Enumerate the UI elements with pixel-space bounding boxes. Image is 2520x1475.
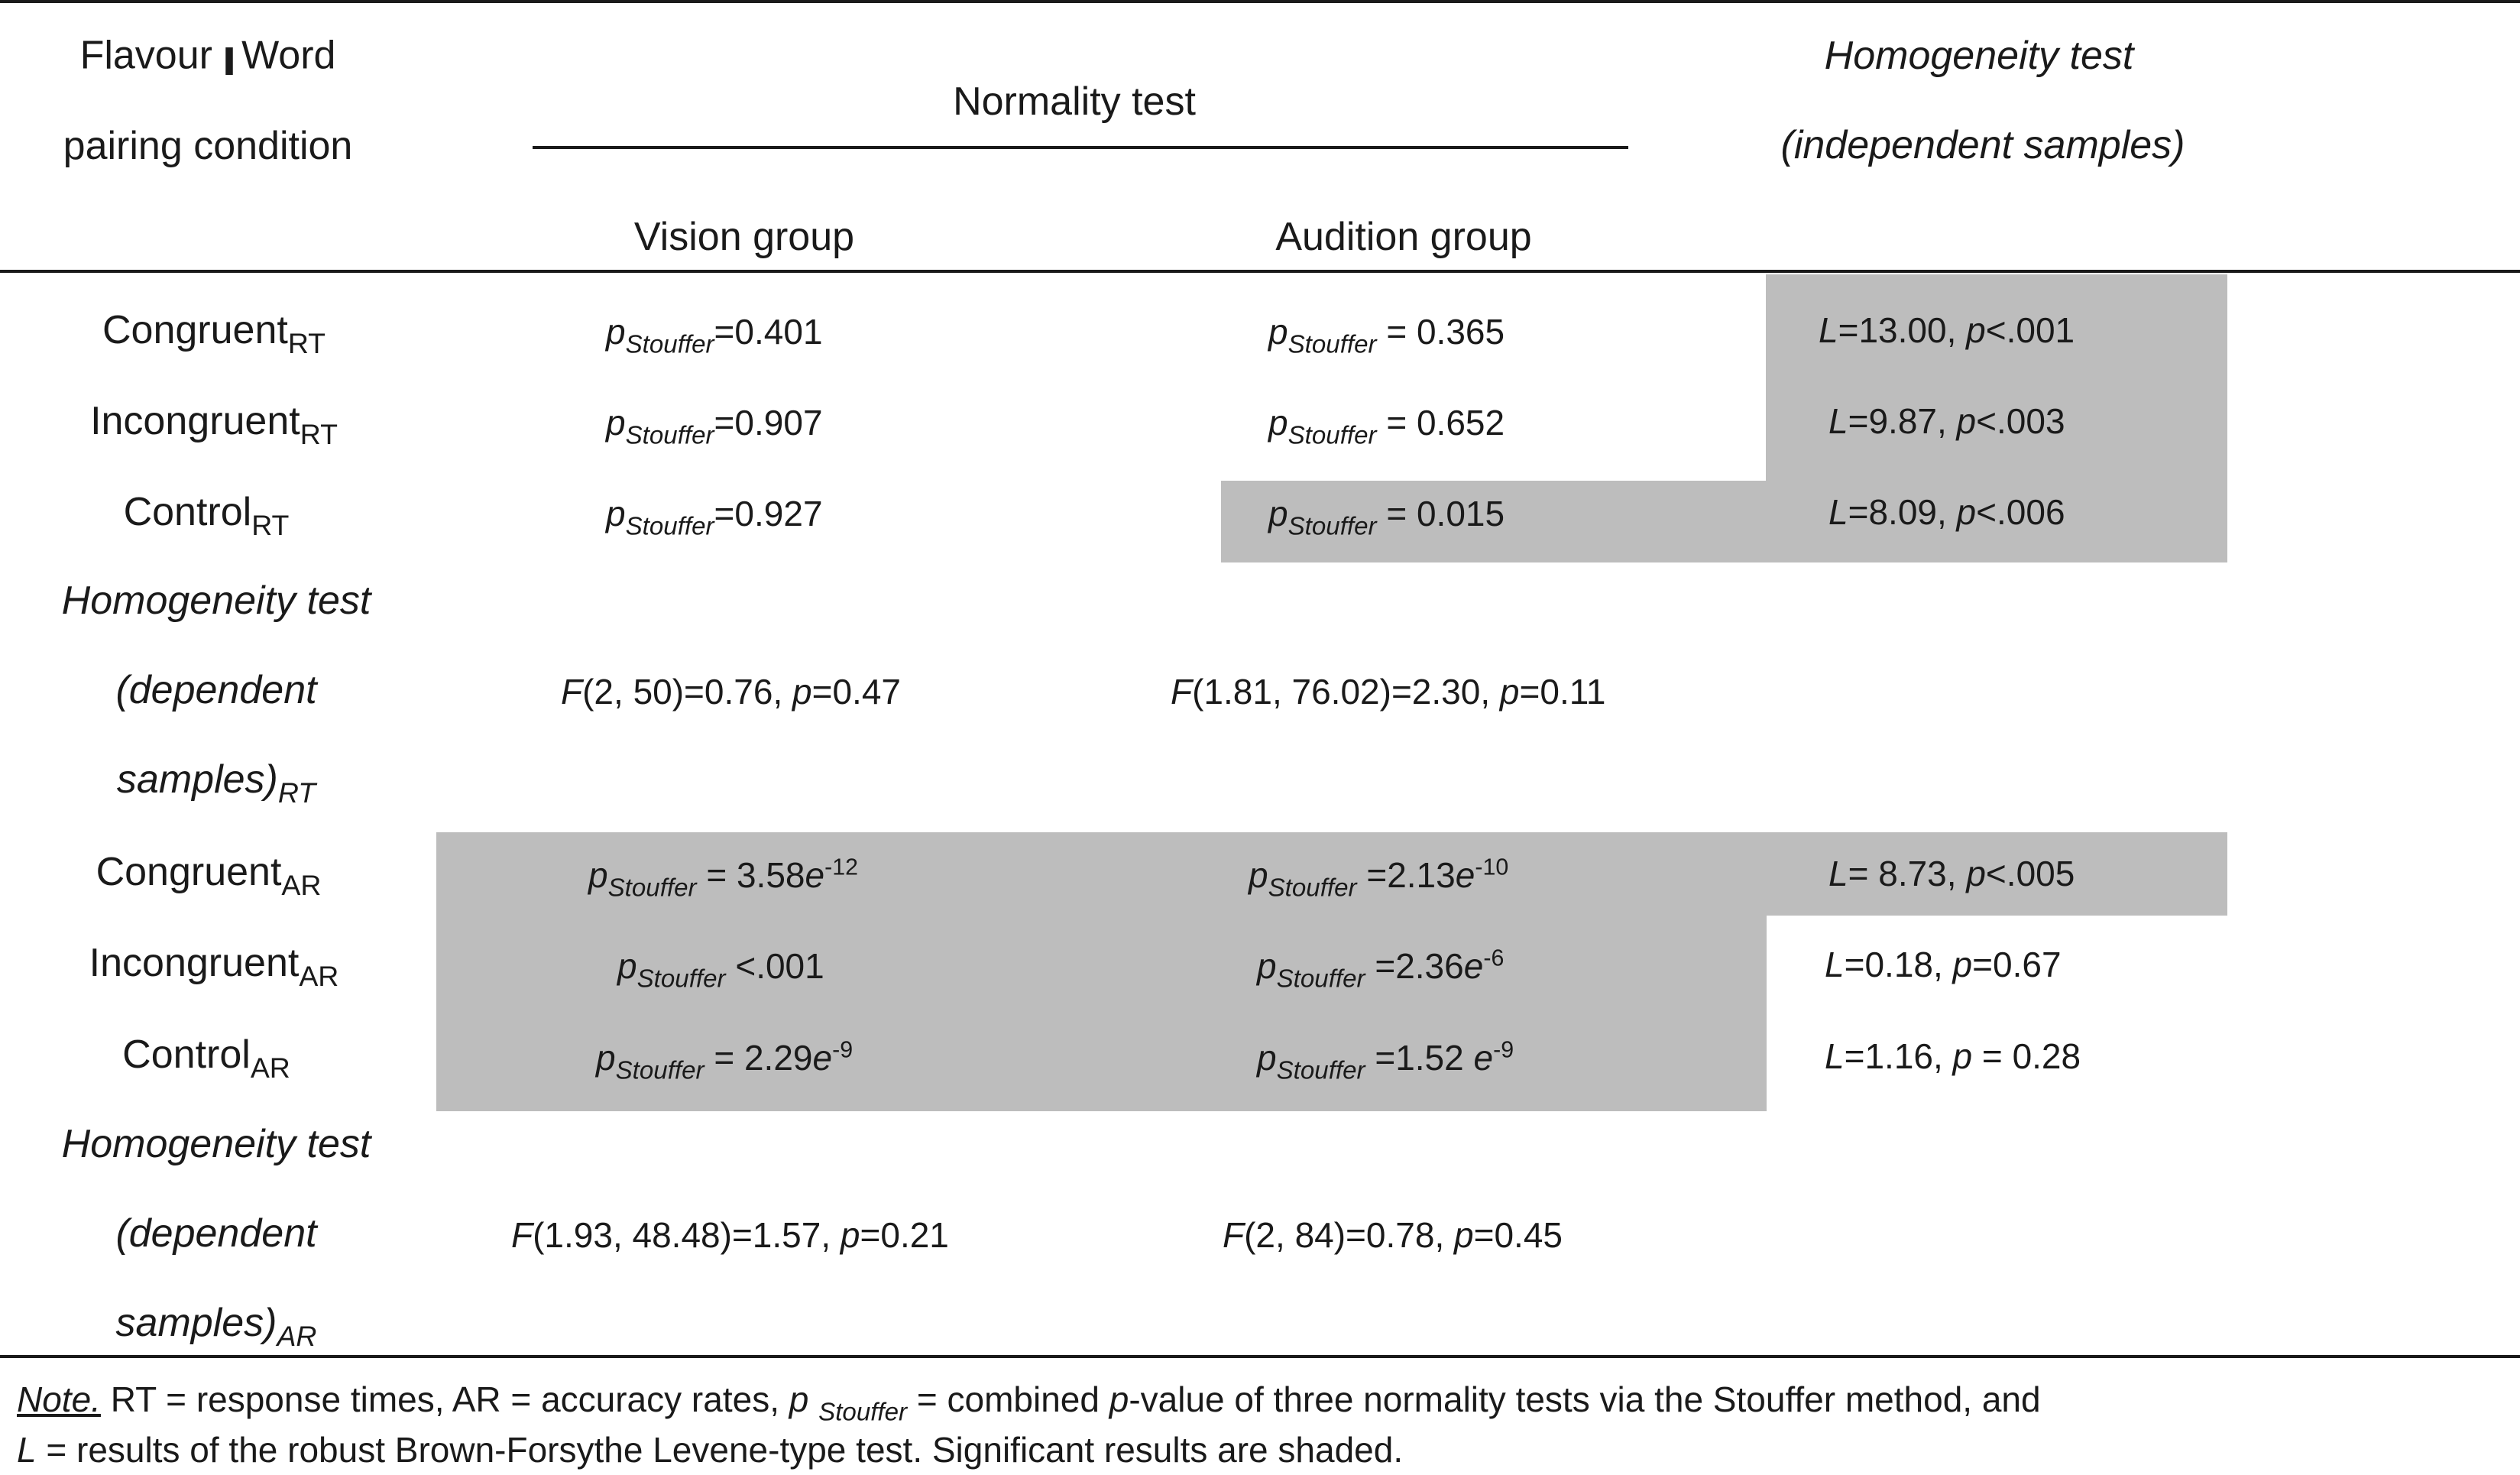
note-label: Note. [17,1379,101,1419]
header-normality-test: Normality test [953,79,1196,124]
rt-dep-vision: F(2, 50)=0.76, p=0.47 [561,672,902,712]
row-label-congruent-rt: Congruent$_{RT}$ [102,308,326,360]
ar-vision-control: $p_{Stouffer} = 2.29e^{-9}$ [596,1037,853,1085]
ar-dep-vision: F(1.93, 48.48)=1.57, p=0.21 [511,1215,949,1255]
header-condition-line2: pairing condition [63,124,353,168]
rt-audition-congruent: $p_{Stouffer} = 0.365$ [1268,312,1505,359]
rt-dep-audition: F(1.81, 76.02)=2.30, p=0.11 [1171,672,1606,712]
header-homogeneity-line1: Homogeneity test [1824,34,2134,78]
rt-audition-incongruent: $p_{Stouffer} = 0.652$ [1268,403,1505,450]
ar-audition-congruent: $p_{Stouffer} =2.13e^{-10}$ [1249,854,1509,903]
normality-underline [533,146,1628,149]
row-label-homog-dep-ar-1: Homogeneity test [61,1122,371,1166]
rt-vision-incongruent: $p_{Stouffer}=0.907$ [606,403,823,450]
row-label-homog-dep-ar-2: (dependent [115,1211,317,1256]
rt-vision-congruent: $p_{Stouffer}=0.401$ [606,312,823,359]
table-bottom-rule [0,1355,2520,1358]
row-label-incongruent-rt: Incongruent$_{RT}$ [90,399,338,451]
header-audition-group: Audition group [1275,215,1532,259]
parallel-separator: || [223,43,231,76]
ar-homog-incongruent: L=0.18, p=0.67 [1825,945,2062,984]
ar-homog-control: L=1.16, p = 0.28 [1825,1036,2081,1076]
table-note-line1: Note. RT = response times, AR = accuracy rates, p $_{Stouffer}$ = combined p-value of three normality tests via the Stouffer method, and [17,1379,2041,1427]
row-label-homog-dep-rt-1: Homogeneity test [61,579,371,623]
rt-homog-control: L=8.09, p<.006 [1828,492,2065,532]
ar-audition-control: $p_{Stouffer} =1.52$ $e^{-9}$ [1257,1037,1514,1085]
rt-vision-control: $p_{Stouffer}=0.927$ [606,494,823,541]
rt-homog-incongruent: L=9.87, p<.003 [1828,401,2065,441]
rt-audition-control: $p_{Stouffer} = 0.015$ [1268,494,1505,541]
top-rule [0,0,2520,3]
row-label-homog-dep-rt-2: (dependent [115,668,317,712]
ar-audition-incongruent: $p_{Stouffer} =2.36e^{-6}$ [1257,945,1505,994]
row-label-homog-dep-ar-3: $samples)_{AR}$ [115,1301,317,1353]
row-label-congruent-ar: Congruent$_{AR}$ [96,850,322,902]
header-condition-line1: Flavour || Word [79,33,336,78]
header-vision-group: Vision group [633,215,855,259]
ar-vision-incongruent: $p_{Stouffer} <.001$ [617,946,824,994]
rt-homog-congruent: L=13.00, p<.001 [1819,310,2075,350]
header-bottom-rule [0,270,2520,273]
table-note-line2: L = results of the robust Brown-Forsythe Levene-type test. Significant results are shaded. [17,1430,1404,1470]
row-label-incongruent-ar: Incongruent$_{AR}$ [89,941,339,993]
row-label-control-ar: Control$_{AR}$ [122,1032,290,1084]
ar-homog-congruent: L= 8.73, p<.005 [1828,854,2075,893]
row-label-control-rt: Control$_{RT}$ [123,490,290,542]
ar-dep-audition: F(2, 84)=0.78, p=0.45 [1223,1215,1563,1255]
header-homogeneity-line2: (independent samples) [1780,123,2185,167]
row-label-homog-dep-rt-3: $samples)_{RT}$ [116,757,316,809]
ar-vision-congruent: $p_{Stouffer} = 3.58e^{-12}$ [588,854,858,903]
